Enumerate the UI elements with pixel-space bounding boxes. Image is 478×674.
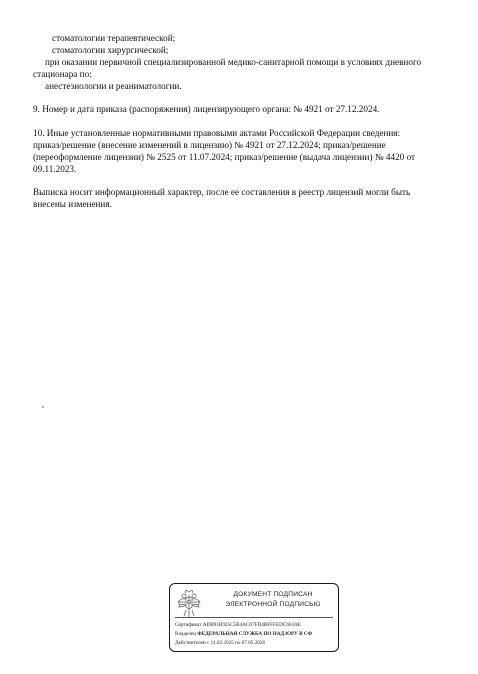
electronic-signature-stamp: [169, 583, 339, 652]
disclaimer-line-1: Выписка носит информационный характер, после ее составления в реестр лицензий могли быть: [33, 187, 411, 197]
stamp-owner-label: Владелец: [175, 631, 196, 637]
stamp-title-line-1: ДОКУМЕНТ ПОДПИСАН: [233, 591, 313, 598]
item-9-order-number: 9. Номер и дата приказа (распоряжения) лицензирующего органа: № 4921 от 27.12.2024.: [33, 104, 380, 114]
stamp-title-line-2: ЭЛЕКТРОННОЙ ПОДПИСЬЮ: [225, 601, 321, 608]
item-10-line-4: 09.11.2023.: [33, 164, 77, 174]
item-10-line-2: приказ/решение (внесение изменений в лицензию) № 4921 от 27.12.2024; приказ/решение: [33, 140, 386, 150]
license-line-dentistry-surgical: стоматологии хирургической;: [52, 45, 169, 55]
disclaimer-line-2: внесены изменения.: [33, 199, 112, 209]
stamp-owner: [175, 631, 312, 637]
stamp-certificate-label: Сертификат: [175, 622, 202, 628]
license-line-day-hospital: при оказании первичной специализированной медико-санитарной помощи в условиях дневного: [45, 57, 422, 67]
item-10-line-1: 10. Иные установленные нормативными правовыми актами Российской Федерации сведения:: [33, 128, 401, 138]
item-10-line-3: (переоформление лицензии) № 2525 от 11.07.2024; приказ/решение (выдача лицензии) № 4420 от: [33, 152, 416, 162]
stamp-certificate-value: ADB91B925C5B4AC07FD4BFFFEDC663AE: [202, 622, 302, 628]
license-line-day-hospital-cont: стационара по:: [33, 69, 92, 79]
license-line-anesthesiology: анестезиологии и реаниматологии.: [45, 81, 182, 91]
double-headed-eagle-emblem-icon: [176, 588, 202, 618]
stamp-validity: Действителен с 11.02.2025 по 07.05.2026: [175, 640, 266, 646]
stamp-divider: [175, 617, 333, 618]
stamp-certificate: [175, 622, 301, 628]
license-line-dentistry-therapeutic: стоматологии терапевтической;: [52, 33, 176, 43]
scan-speck: [42, 406, 44, 408]
stamp-owner-value: ФЕДЕРАЛЬНАЯ СЛУЖБА ПО НАДЗОРУ В СФ: [197, 631, 313, 637]
